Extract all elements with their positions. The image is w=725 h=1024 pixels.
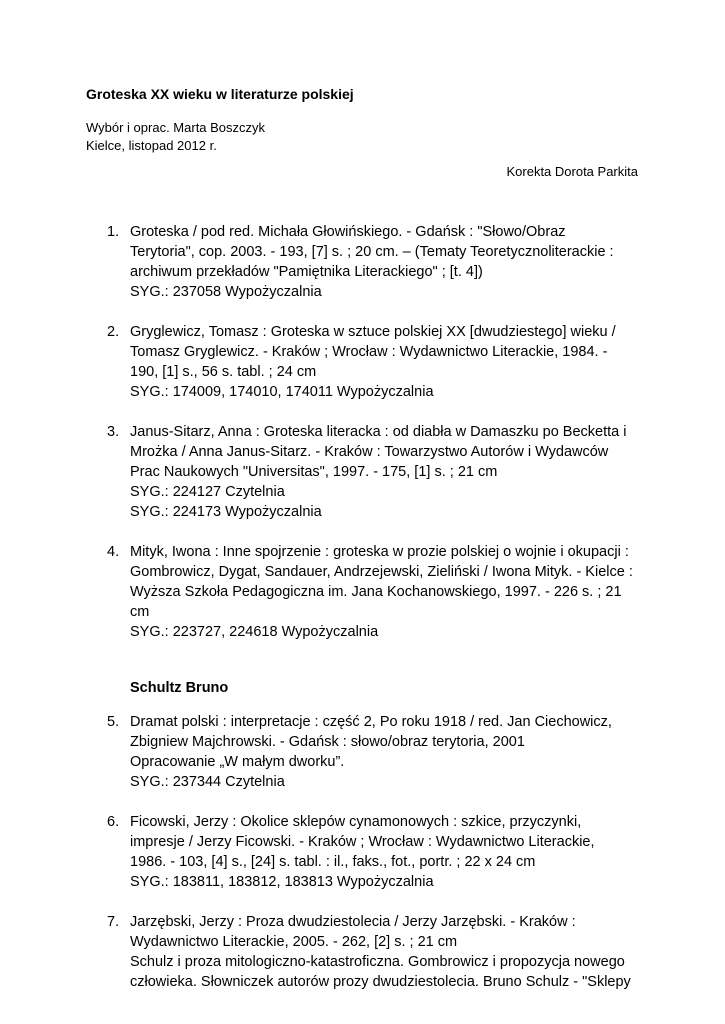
bibliography-entry	[0, 812, 640, 892]
entry-line: SYG.: 224173 Wypożyczalnia	[130, 504, 322, 520]
entry-line: Jarzębski, Jerzy : Proza dwudziestolecia / Jerzy Jarzębski. - Kraków :	[130, 914, 576, 930]
entry-line: Dramat polski : interpretacje : część 2, Po roku 1918 / red. Jan Ciechowicz,	[130, 714, 612, 730]
entry-number: 2.	[107, 324, 120, 340]
entry-number: 4.	[107, 544, 120, 560]
bibliography-entry	[0, 222, 640, 302]
entry-line: Zbigniew Majchrowski. - Gdańsk : słowo/obraz terytoria, 2001	[130, 734, 525, 750]
entry-line: Ficowski, Jerzy : Okolice sklepów cynamonowych : szkice, przyczynki,	[130, 814, 582, 830]
entry-line: impresje / Jerzy Ficowski. - Kraków ; Wrocław : Wydawnictwo Literackie,	[130, 834, 595, 850]
entry-line: Janus-Sitarz, Anna : Groteska literacka : od diabła w Damaszku po Becketta i	[130, 424, 627, 440]
bibliography-entry	[0, 912, 640, 992]
entry-number: 6.	[107, 814, 120, 830]
entry-line: SYG.: 223727, 224618 Wypożyczalnia	[130, 624, 379, 640]
bibliography-entry	[0, 542, 640, 642]
entry-line: SYG.: 237058 Wypożyczalnia	[130, 284, 322, 300]
entry-line: Prac Naukowych "Universitas", 1997. - 175, [1] s. ; 21 cm	[130, 464, 498, 480]
entry-line: Groteska / pod red. Michała Głowińskiego. - Gdańsk : "Słowo/Obraz	[130, 224, 566, 240]
entry-line: Opracowanie „W małym dworku”.	[130, 754, 345, 770]
bibliography-entry	[0, 422, 640, 522]
bibliography-entry	[0, 322, 640, 402]
entry-line: SYG.: 183811, 183812, 183813 Wypożyczalnia	[130, 874, 434, 890]
entry-line: Mityk, Iwona : Inne spojrzenie : groteska w prozie polskiej o wojnie i okupacji :	[130, 544, 629, 560]
entry-line: Terytoria", cop. 2003. - 193, [7] s. ; 20 cm. – (Tematy Teoretycznoliterackie :	[130, 244, 614, 260]
entries-group-groteska	[0, 222, 725, 642]
entry-line: SYG.: 237344 Czytelnia	[130, 774, 285, 790]
entry-number: 5.	[107, 714, 120, 730]
entry-number: 1.	[107, 224, 120, 240]
entry-line: archiwum przekładów "Pamiętnika Literackiego" ; [t. 4])	[130, 264, 483, 280]
entry-number: 3.	[107, 424, 120, 440]
bibliography-list	[0, 222, 725, 1012]
entry-line: SYG.: 174009, 174010, 174011 Wypożyczalnia	[130, 384, 434, 400]
entry-line: 1986. - 103, [4] s., [24] s. tabl. : il., faks., fot., portr. ; 22 x 24 cm	[130, 854, 536, 870]
bibliography-entry	[0, 712, 640, 792]
document-title: Groteska XX wieku w literaturze polskiej	[86, 86, 354, 102]
proofreading-line: Korekta Dorota Parkita	[506, 164, 638, 179]
entry-line: SYG.: 224127 Czytelnia	[130, 484, 285, 500]
document-meta	[86, 119, 265, 155]
entry-line: Tomasz Gryglewicz. - Kraków ; Wrocław : Wydawnictwo Literackie, 1984. -	[130, 344, 608, 360]
entry-line: cm	[130, 604, 150, 620]
entry-line: Gryglewicz, Tomasz : Groteska w sztuce polskiej XX [dwudziestego] wieku /	[130, 324, 616, 340]
entry-line: Gombrowicz, Dygat, Sandauer, Andrzejewski, Zieliński / Iwona Mityk. - Kielce :	[130, 564, 633, 580]
entry-line: 190, [1] s., 56 s. tabl. ; 24 cm	[130, 364, 317, 380]
entry-line: Schulz i proza mitologiczno-katastroficzna. Gombrowicz i propozycja nowego	[130, 954, 625, 970]
compiler-line: Wybór i oprac. Marta Boszczyk	[86, 120, 266, 135]
entry-line: Wyższa Szkoła Pedagogiczna im. Jana Kochanowskiego, 1997. - 226 s. ; 21	[130, 584, 622, 600]
section-heading-schultz: Schultz Bruno	[130, 680, 229, 696]
entry-line: Mrożka / Anna Janus-Sitarz. - Kraków : Towarzystwo Autorów i Wydawców	[130, 444, 609, 460]
place-date-line: Kielce, listopad 2012 r.	[86, 138, 217, 153]
entry-line: Wydawnictwo Literackie, 2005. - 262, [2] s. ; 21 cm	[130, 934, 458, 950]
entry-line: człowieka. Słowniczek autorów prozy dwudziestolecia. Bruno Schulz - "Sklepy	[130, 974, 631, 990]
entry-number: 7.	[107, 914, 120, 930]
entries-group-schultz	[0, 712, 725, 992]
